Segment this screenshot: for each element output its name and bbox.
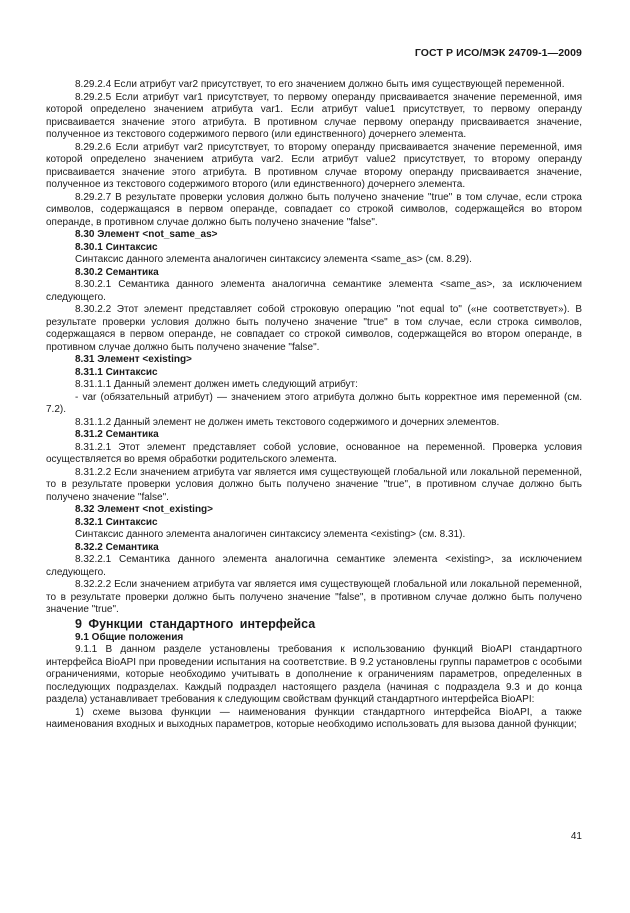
paragraph: Синтаксис данного элемента аналогичен синтаксису элемента <same_as> (см. 8.29).: [75, 254, 472, 265]
chapter-heading: 9 Функции стандартного интерфейса: [75, 616, 316, 631]
subsection-heading: 8.31.1 Синтаксис: [75, 366, 158, 378]
page-number: 41: [570, 831, 582, 842]
paragraph: 8.31.2.2 Если значением атрибута var является имя существующей глобальной или локальной переменной, то в результате проверки условия должно быть получено значение "true", в противном случае должно быть получено значение "false".: [46, 466, 582, 503]
paragraph: 8.30.2.1 Семантика данного элемента аналогична семантике элемента <same_as>, за исключением следующего.: [46, 279, 582, 303]
paragraph: 8.32.2.2 Если значением атрибута var является имя существующей глобальной или локальной переменной, то в результате проверки должно быть получено значение "false", в противном случае должно быть получено значение "true".: [46, 579, 582, 615]
paragraph: 8.31.1.1 Данный элемент должен иметь следующий атрибут:: [75, 379, 358, 390]
paragraph: 8.31.1.2 Данный элемент не должен иметь текстового содержимого и дочерних элементов.: [75, 416, 500, 428]
section-heading: 8.32 Элемент <not_existing>: [75, 504, 214, 515]
section-heading: 9.1 Общие положения: [75, 631, 184, 643]
subsection-heading: 8.30.2 Семантика: [75, 266, 159, 278]
list-item: 1) схеме вызова функции — наименования функции стандартного интерфейса BioAPI, а также наименования входных и выходных параметров, которые необходимо использовать для вызова данной функции;: [46, 706, 582, 730]
section-heading: 8.31 Элемент <existing>: [75, 354, 192, 365]
subsection-heading: 8.30.1 Синтаксис: [75, 241, 158, 253]
paragraph: 8.31.2.1 Этот элемент представляет собой условие, основанное на переменной. Проверка условия осуществляется во время обработки родительского элемента.: [46, 441, 582, 465]
paragraph: 9.1.1 В данном разделе установлены требования к использованию функций BioAPI стандартного интерфейса BioAPI при проведении испытания на соответствие. В 9.2 установлены группы параметров с особыми ограничениями, которые необходимо учитывать в дополнение к ограничениям параметров, определенных в последующих подразделах. Каждый подраздел настоящего раздела (начиная с подраздела 9.3 и до конца раздела) устанавливает требования к следующим свойствам функций стандартного интерфейса BioAPI:: [46, 644, 582, 705]
paragraph: 8.32.2.1 Семантика данного элемента аналогична семантике элемента <existing>, за исключением следующего.: [46, 554, 582, 578]
paragraph: Синтаксис данного элемента аналогичен синтаксису элемента <existing> (см. 8.31).: [75, 529, 466, 540]
paragraph: 8.29.2.4 Если атрибут var2 присутствует, то его значением должно быть имя существующей переменной.: [75, 79, 565, 90]
subsection-heading: 8.32.1 Синтаксис: [75, 516, 158, 528]
document-body: [46, 79, 582, 732]
section-heading: 8.30 Элемент <not_same_as>: [75, 229, 218, 240]
paragraph: 8.30.2.2 Этот элемент представляет собой строковую операцию "not equal to" («не соответствует»). В результате проверки условия должно быть получено значение "true" в том случае, если строка символов, содержащаяся в первом операнде, не совпадает со строкой символов, содержащейся во втором операнде, в противном случае должно быть получено значение "false".: [46, 304, 582, 353]
paragraph: 8.29.2.7 В результате проверки условия должно быть получено значение "true" в том случае, если строка символов, содержащаяся в первом операнде, совпадает со строкой символов, содержащейся во втором операнде, в противном случае должно быть получено значение "false".: [46, 191, 582, 228]
document-header: ГОСТ Р ИСО/МЭК 24709-1—2009: [414, 47, 582, 59]
subsection-heading: 8.32.2 Семантика: [75, 541, 159, 553]
paragraph: 8.29.2.6 Если атрибут var2 присутствует, то второму операнду присваивается значение переменной, имя которой определено значением атрибута var2. Если атрибут value2 присутствует, то второму операнду присваивается значение этого атрибута. В противном случае второму операнду присваивается значение, полученное из текстового содержимого второго (или единственного) дочернего элемента.: [46, 141, 582, 190]
subsection-heading: 8.31.2 Семантика: [75, 429, 159, 440]
list-item: - var (обязательный атрибут) — значением этого атрибута должно быть корректное имя переменной (см. 7.2).: [46, 391, 582, 415]
paragraph: 8.29.2.5 Если атрибут var1 присутствует, то первому операнду присваивается значение переменной, имя которой определено значением атрибута var1. Если атрибут value1 присутствует, то первому операнду присваивается значение этого атрибута. В противном случае первому операнду присваивается значение, полученное из текстового содержимого первого (или единственного) дочернего элемента.: [46, 91, 582, 140]
